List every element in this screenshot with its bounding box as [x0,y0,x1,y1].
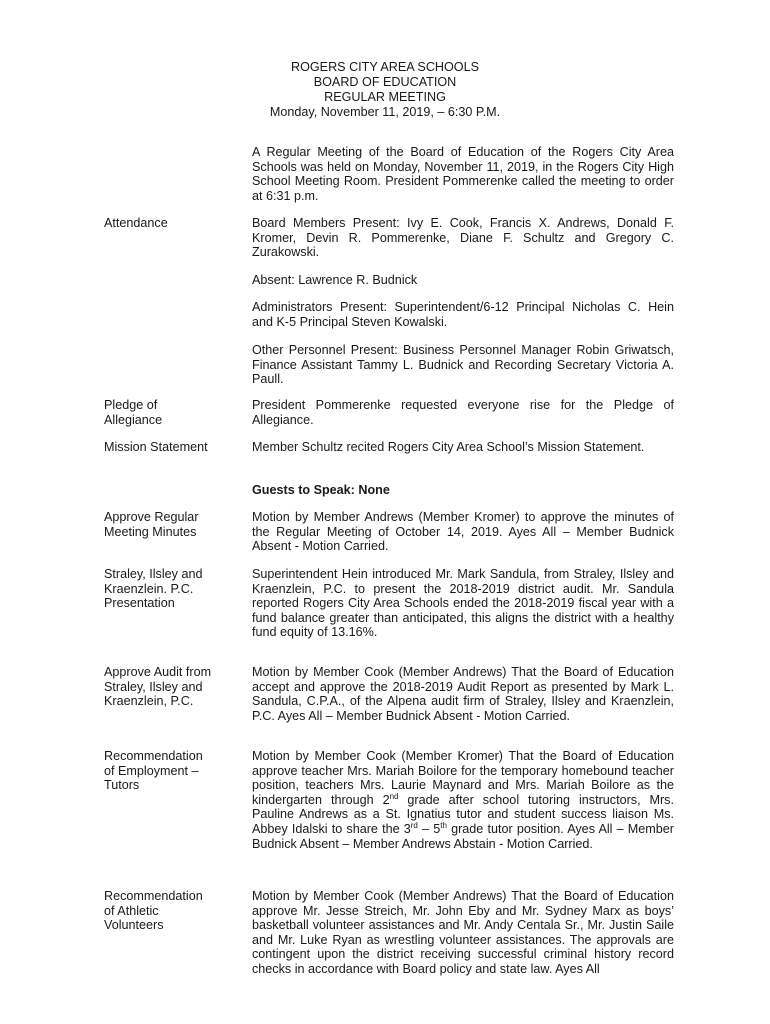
attendance-present: Board Members Present: Ivy E. Cook, Francis X. Andrews, Donald F. Kromer, Devin R. Pommerenke, Diane F. Schultz and Gregory C. Zurakowski. [252,216,674,260]
attendance-administrators: Administrators Present: Superintendent/6-12 Principal Nicholas C. Hein and K-5 Principal Steven Kowalski. [252,300,674,329]
athletic-text: Motion by Member Cook (Member Andrews) That the Board of Education approve Mr. Jesse Streich, Mr. John Eby and Mr. Sydney Marx as boys’ basketball volunteer assistances and Mr. Andy Centala Sr., Mr. Justin Saile and Mr. Luke Ryan as wrestling volunteer assistances. The approvals are contingent upon the district receiving successful criminal history record checks in accordance with Board policy and state law. Ayes All [252,889,674,976]
mission-label: Mission Statement [104,440,208,454]
presentation-text: Superintendent Hein introduced Mr. Mark Sandula, from Straley, Ilsley and Kraenzlein, P.C. to present the 2018-2019 district audit. Mr. Sandula reported Rogers City Area Schools ended the 2018-2019 fiscal year with a fund balance greater than anticipated, this aligns the district with a healthy fund equity of 13.16%. [252,567,674,640]
presentation-label: Straley, Ilsley and Kraenzlein. P.C. Presentation [104,567,203,611]
attendance-absent: Absent: Lawrence R. Budnick [252,273,418,287]
audit-text: Motion by Member Cook (Member Andrews) That the Board of Education accept and approve the 2018-2019 Audit Report as presented by Mark L. Sandula, C.P.A., of the Alpena audit firm of Straley, Ilsley and Kraenzlein, P.C. Ayes All – Member Budnick Absent - Motion Carried. [252,665,674,723]
minutes-text: Motion by Member Andrews (Member Kromer) to approve the minutes of the Regular Meeting of October 14, 2019. Ayes All – Member Budnick Absent - Motion Carried. [252,510,674,554]
document-header [0,60,770,120]
intro-paragraph: A Regular Meeting of the Board of Education of the Rogers City Area Schools was held on Monday, November 11, 2019, in the Rogers City High School Meeting Room. President Pommerenke called the meeting to order at 6:31 p.m. [252,145,674,203]
attendance-other-personnel: Other Personnel Present: Business Personnel Manager Robin Griwatsch, Finance Assistant Tammy L. Budnick and Recording Secretary Victoria A. Paull. [252,343,674,387]
pledge-label: Pledge of Allegiance [104,398,163,427]
athletic-label: Recommendation of Athletic Volunteers [104,889,203,933]
board-name: BOARD OF EDUCATION [313,75,457,89]
guests-to-speak: Guests to Speak: None [252,483,390,497]
tutors-label: Recommendation of Employment – Tutors [104,749,203,793]
attendance-label: Attendance [104,216,168,230]
mission-text: Member Schultz recited Rogers City Area School’s Mission Statement. [252,440,645,454]
school-name: ROGERS CITY AREA SCHOOLS [290,60,480,74]
minutes-label: Approve Regular Meeting Minutes [104,510,199,539]
tutors-text: Motion by Member Cook (Member Kromer) That the Board of Education approve teacher Mrs. Mariah Boilore for the temporary homebound teacher position, teachers Mrs. Laurie Maynard and Mrs. Mariah Boilore as the kindergarten through 2nd grade after school tutoring instructors, Mrs. Pauline Andrews as a St. Ignatius tutor and student success liaison Ms. Abbey Idalski to share the 3rd – 5th grade tutor position. Ayes All – Member Budnick Absent – Member Andrews Abstain - Motion Carried. [252,749,674,851]
audit-label: Approve Audit from Straley, Ilsley and Kraenzlein, P.C. [104,665,212,709]
pledge-text: President Pommerenke requested everyone rise for the Pledge of Allegiance. [252,398,674,427]
meeting-date: Monday, November 11, 2019, – 6:30 P.M. [269,105,501,119]
meeting-type: REGULAR MEETING [324,90,446,104]
